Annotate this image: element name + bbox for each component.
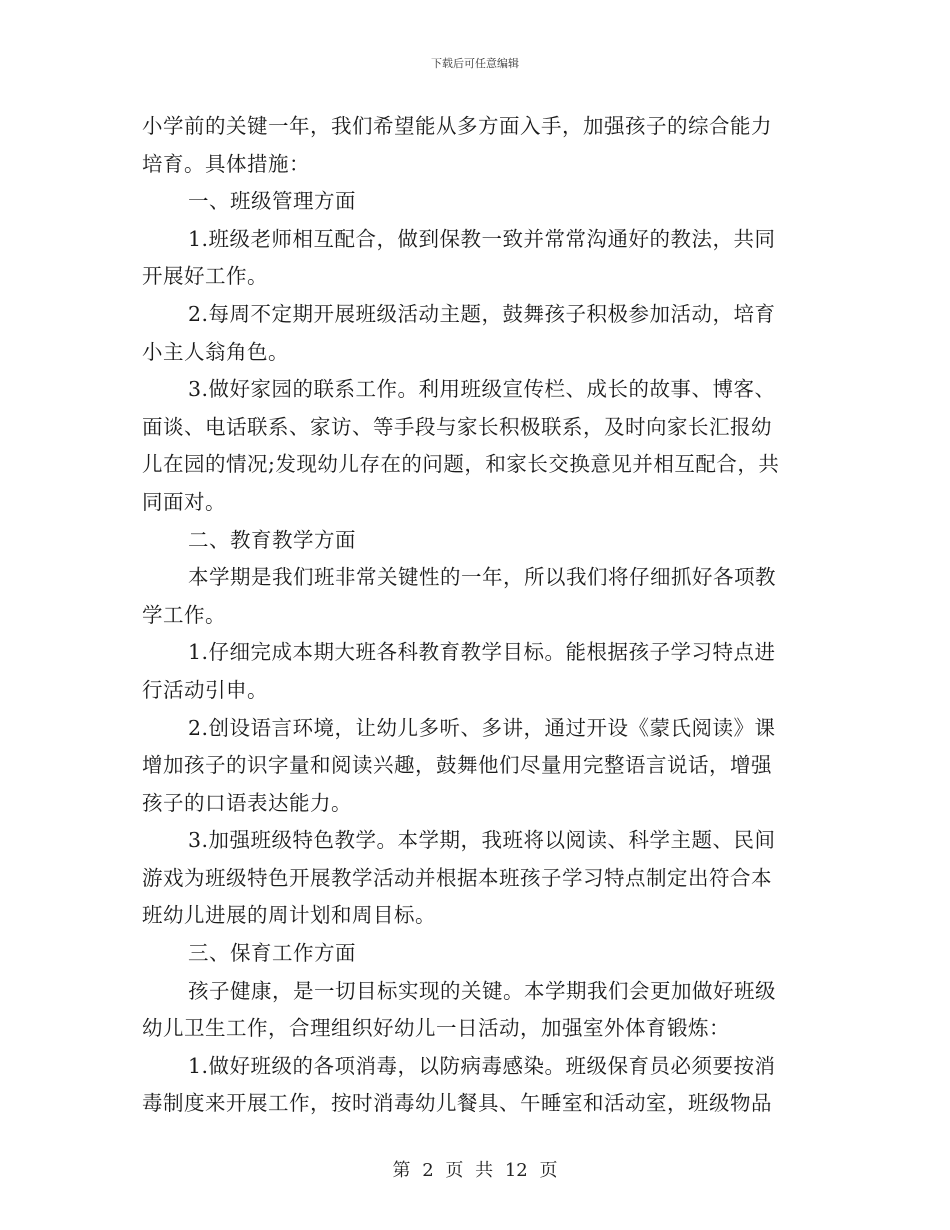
- text-line: 3.做好家园的联系工作。利用班级宣传栏、成长的故事、博客、: [188, 377, 776, 402]
- text-line: 二、教育教学方面: [188, 527, 356, 552]
- text-line: 3.加强班级特色教学。本学期，我班将以阅读、科学主题、民间: [188, 828, 776, 853]
- text-line: 毒制度来开展工作，按时消毒幼儿餐具、午睡室和活动室，班级物品: [142, 1091, 772, 1116]
- text-line: 1.班级老师相互配合，做到保教一致并常常沟通好的教法，共同: [188, 226, 776, 251]
- text-line: 面谈、电话联系、家访、等手段与家长积极联系，及时向家长汇报幼: [142, 414, 772, 439]
- text-line: 幼儿卫生工作，合理组织好幼儿一日活动，加强室外体育锻炼：: [142, 1016, 730, 1041]
- text-line: 同面对。: [142, 489, 226, 514]
- text-line: 1.做好班级的各项消毒，以防病毒感染。班级保育员必须要按消: [188, 1053, 776, 1078]
- text-line: 本学期是我们班非常关键性的一年，所以我们将仔细抓好各项教: [188, 565, 776, 590]
- text-line: 孩子健康，是一切目标实现的关键。本学期我们会更加做好班级: [188, 978, 776, 1003]
- text-line: 游戏为班级特色开展教学活动并根据本班孩子学习特点制定出符合本: [142, 865, 772, 890]
- text-line: 小学前的关键一年，我们希望能从多方面入手，加强孩子的综合能力: [142, 114, 772, 138]
- text-line: 班幼儿进展的周计划和周目标。: [142, 903, 436, 928]
- text-line: 增加孩子的识字量和阅读兴趣，鼓舞他们尽量用完整语言说话，增强: [142, 753, 772, 778]
- text-line: 儿在园的情况;发现幼儿存在的问题，和家长交换意见并相互配合，共: [142, 452, 780, 477]
- text-line: 学工作。: [142, 602, 226, 627]
- text-line: 2.每周不定期开展班级活动主题，鼓舞孩子积极参加活动，培育: [188, 301, 776, 326]
- text-line: 孩子的口语表达能力。: [142, 790, 352, 815]
- body-text: [142, 108, 812, 1123]
- text-line: 行活动引申。: [142, 677, 268, 702]
- text-line: 1.仔细完成本期大班各科教育教学目标。能根据孩子学习特点进: [188, 640, 776, 665]
- page-footer: 第 2 页 共 12 页: [392, 1160, 558, 1181]
- text-line: 一、班级管理方面: [188, 189, 356, 214]
- text-line: 三、保育工作方面: [188, 941, 356, 966]
- text-line: 开展好工作。: [142, 264, 268, 289]
- text-line: 小主人翁角色。: [142, 339, 289, 364]
- page-header: 下载后可任意编辑: [431, 57, 519, 70]
- text-line: 培育。具体措施：: [142, 151, 310, 176]
- text-line: 2.创设语言环境，让幼儿多听、多讲，通过开设《蒙氏阅读》课: [188, 715, 776, 740]
